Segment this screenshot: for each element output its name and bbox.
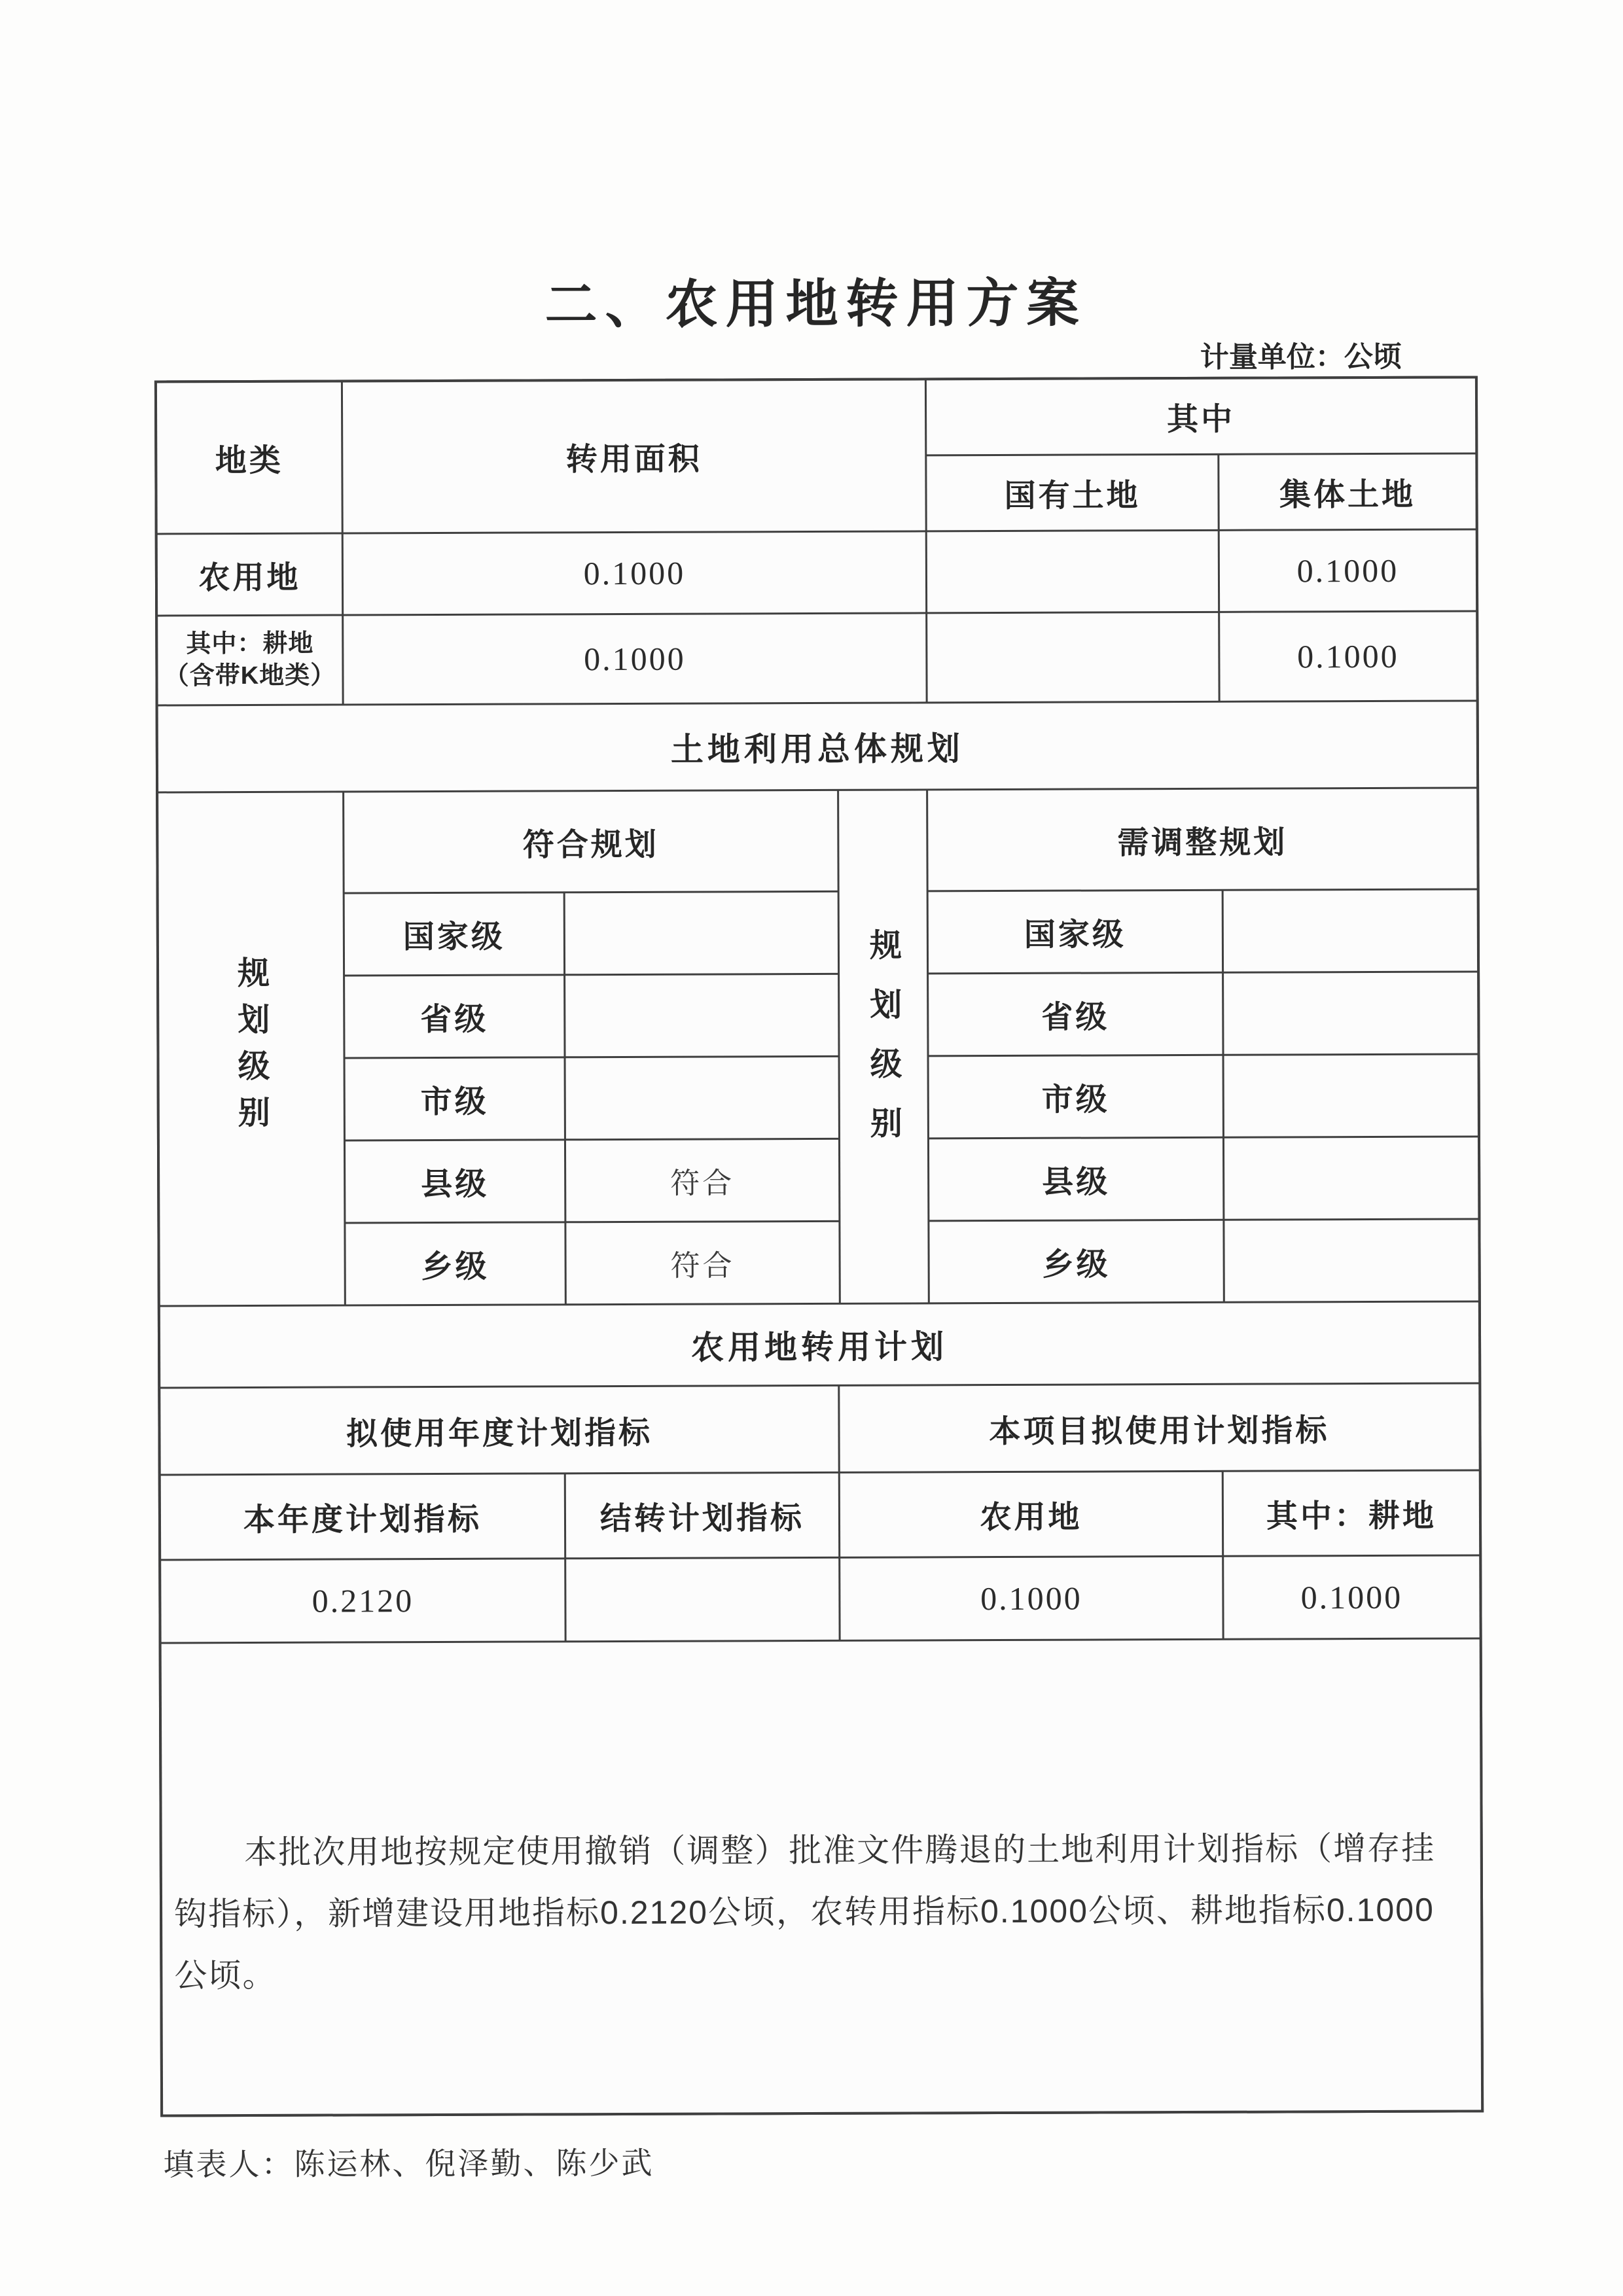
adjust-row-township-value: [1224, 1220, 1478, 1301]
header-current-year-quota: 本年度计划指标: [161, 1474, 564, 1559]
overall-plan-section-title: 土地利用总体规划: [158, 701, 1476, 791]
adjust-row-provincial-value: [1224, 972, 1477, 1053]
land-area-table: [157, 378, 1476, 704]
header-adjust-plan: 需调整规划: [928, 788, 1477, 890]
quota-cultivated-value: 0.1000: [1224, 1556, 1479, 1638]
comply-row-county-value: 符合: [566, 1140, 838, 1221]
adjust-row-township-label: 乡级: [929, 1221, 1222, 1303]
plan-level-axis-left: 规划级别: [158, 792, 344, 1305]
agricultural-area-value: 0.1000: [344, 532, 925, 614]
comply-row-township-value: 符合: [566, 1222, 838, 1303]
quota-agricultural-value: 0.1000: [840, 1557, 1222, 1640]
header-conversion-area: 转用面积: [343, 380, 925, 532]
comply-row-county-label: 县级: [346, 1140, 564, 1222]
comply-row-national-value: [565, 892, 838, 974]
cultivated-label-line2: （含带K地类）: [164, 662, 336, 690]
current-year-quota-value: 0.2120: [161, 1559, 564, 1642]
land-conversion-form: [154, 376, 1484, 2117]
agricultural-state-owned-value: [927, 531, 1218, 612]
header-project-quota: 本项目拟使用计划指标: [840, 1384, 1478, 1471]
quota-table: [160, 1384, 1479, 1642]
header-comply-plan: 符合规划: [344, 791, 838, 892]
comply-row-municipal-value: [566, 1057, 838, 1139]
adjust-row-municipal-value: [1224, 1055, 1478, 1136]
comply-row-municipal-label: 市级: [346, 1058, 564, 1139]
adjust-row-municipal-label: 市级: [929, 1056, 1222, 1138]
page-title: 二、农用地转用方案: [544, 274, 1087, 334]
header-carryover-quota: 结转计划指标: [566, 1474, 838, 1557]
adjust-row-county-label: 县级: [929, 1139, 1222, 1220]
header-quota-agricultural: 农用地: [840, 1472, 1222, 1557]
header-state-owned-land: 国有土地: [927, 455, 1217, 531]
comply-row-provincial-value: [565, 975, 838, 1056]
comply-row-provincial-label: 省级: [345, 976, 563, 1057]
row-cultivated-label: [158, 616, 342, 705]
measure-unit-note: 计量单位：公顷: [1200, 340, 1402, 374]
conversion-plan-section-title: 农用地转用计划: [160, 1302, 1478, 1386]
adjust-row-national-label: 国家级: [929, 891, 1222, 973]
header-land-type: 地类: [157, 383, 342, 533]
preparer-line: 填表人：陈运林、倪泽勤、陈少武: [163, 2145, 654, 2182]
comply-row-national-label: 国家级: [345, 893, 563, 974]
adjust-row-national-value: [1224, 890, 1477, 971]
header-quota-cultivated: 其中：耕地: [1224, 1471, 1479, 1555]
adjust-row-county-value: [1224, 1137, 1478, 1218]
cultivated-collective-value: 0.1000: [1220, 612, 1476, 700]
header-collective-land: 集体土地: [1219, 454, 1475, 529]
plan-level-axis-right: 规划级别: [839, 790, 928, 1302]
adjust-row-provincial-label: 省级: [929, 974, 1222, 1055]
carryover-quota-value: [566, 1559, 838, 1640]
cultivated-state-owned-value: [927, 613, 1218, 702]
cultivated-label-line1: 其中：耕地: [186, 629, 314, 658]
header-annual-quota: 拟使用年度计划指标: [160, 1386, 838, 1474]
header-of-which: 其中: [927, 378, 1475, 454]
cultivated-area-value: 0.1000: [344, 614, 925, 703]
planning-level-table: [158, 788, 1478, 1305]
row-agricultural-label: 农用地: [158, 535, 342, 615]
note-cell: [162, 1639, 1481, 2114]
comply-row-township-label: 乡级: [346, 1223, 564, 1304]
note-paragraph: 本批次用地按规定使用撤销（调整）批准文件腾退的土地利用计划指标（增存挂钩指标），新增建设用地指标0.2120公顷，农转用指标0.1000公顷、耕地指标0.1000公顷。: [173, 1829, 1436, 1994]
agricultural-collective-value: 0.1000: [1220, 530, 1476, 610]
